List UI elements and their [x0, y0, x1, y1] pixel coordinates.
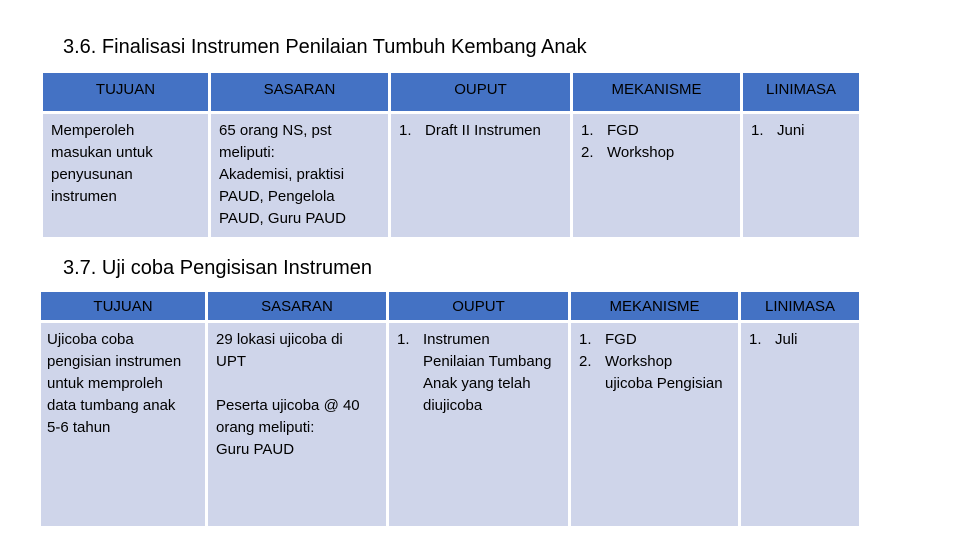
cell-linimasa [741, 323, 859, 526]
list-number: 1. [749, 331, 762, 348]
spacer [216, 373, 380, 395]
cell-ouput [389, 323, 571, 526]
cell-line: untuk memproleh [47, 375, 163, 392]
cell-linimasa [743, 114, 859, 237]
cell-line: 5-6 tahun [47, 419, 111, 436]
cell-sasaran [211, 114, 391, 237]
cell-tujuan [43, 114, 211, 237]
cell-line: Memperoleh [51, 122, 135, 139]
cell-line: pengisian instrumen [47, 353, 182, 370]
list-number: 1. [751, 122, 764, 139]
list-item [579, 351, 732, 395]
cell-line: PAUD, Guru PAUD [219, 210, 346, 227]
table-row [41, 323, 859, 526]
cell-line: penyusunan [51, 166, 133, 183]
table-header-row [41, 292, 859, 323]
cell-line: Anak yang telah [423, 375, 531, 392]
cell-line: 29 lokasi ujicoba di [216, 331, 343, 348]
cell-line: masukan untuk [51, 144, 153, 161]
list-text [423, 329, 562, 417]
cell-line: meliputi: [219, 144, 275, 161]
list-number: 1. [397, 331, 410, 348]
cell-tujuan [41, 323, 208, 526]
table-header-row [43, 73, 859, 114]
cell-line: Guru PAUD [216, 441, 295, 458]
cell-line: instrumen [51, 188, 117, 205]
list-number: 1. [399, 122, 412, 139]
list-text [775, 329, 853, 351]
header-sasaran: SASARAN [211, 73, 391, 114]
cell-line: Akademisi, praktisi [219, 166, 345, 183]
cell-line: orang meliputi: [216, 419, 315, 436]
list-item [399, 120, 564, 142]
list-item [751, 120, 853, 142]
list-text: Juni [777, 122, 805, 139]
list-number: 2. [581, 144, 594, 161]
header-sasaran: SASARAN [208, 292, 389, 323]
header-mekanisme: MEKANISME [571, 292, 741, 323]
cell-line: UPT [216, 353, 246, 370]
header-linimasa: LINIMASA [743, 73, 859, 114]
cell-line: PAUD, Pengelola [219, 188, 335, 205]
list-text: Workshop [607, 144, 675, 161]
header-mekanisme: MEKANISME [573, 73, 743, 114]
section-title-uji-coba: 3.7. Uji coba Pengisisan Instrumen [63, 257, 373, 279]
cell-line: Peserta ujicoba @ 40 [216, 397, 360, 414]
cell-line: data tumbang anak [47, 397, 176, 414]
list-item [579, 329, 732, 351]
list-text [605, 329, 732, 351]
cell-ouput [391, 114, 573, 237]
cell-line: diujicoba [423, 397, 483, 414]
table-row [43, 114, 859, 237]
list-item [581, 142, 734, 164]
header-tujuan: TUJUAN [41, 292, 208, 323]
cell-sasaran [208, 323, 389, 526]
table-uji-coba [41, 292, 859, 526]
list-text [605, 351, 732, 395]
cell-line: ujicoba Pengisian [605, 375, 723, 392]
list-text: FGD [607, 122, 639, 139]
cell-line: FGD [605, 331, 637, 348]
header-linimasa: LINIMASA [741, 292, 859, 323]
cell-line: Juli [775, 331, 798, 348]
cell-line: Instrumen [423, 331, 490, 348]
cell-line: Workshop [605, 353, 673, 370]
list-number: 2. [579, 353, 592, 370]
table-finalisasi [43, 73, 859, 237]
header-ouput: OUPUT [391, 73, 573, 114]
list-item [581, 120, 734, 142]
cell-line: Ujicoba coba [47, 331, 134, 348]
cell-mekanisme [573, 114, 743, 237]
cell-line: Penilaian Tumbang [423, 353, 552, 370]
list-number: 1. [581, 122, 594, 139]
section-title-finalisasi: 3.6. Finalisasi Instrumen Penilaian Tumbuh Kembang Anak [63, 36, 587, 58]
cell-mekanisme [571, 323, 741, 526]
list-number: 1. [579, 331, 592, 348]
header-ouput: OUPUT [389, 292, 571, 323]
list-item [749, 329, 853, 351]
cell-line: 65 orang NS, pst [219, 122, 332, 139]
list-text: Draft II Instrumen [425, 122, 541, 139]
header-tujuan: TUJUAN [43, 73, 211, 114]
list-item [397, 329, 562, 417]
